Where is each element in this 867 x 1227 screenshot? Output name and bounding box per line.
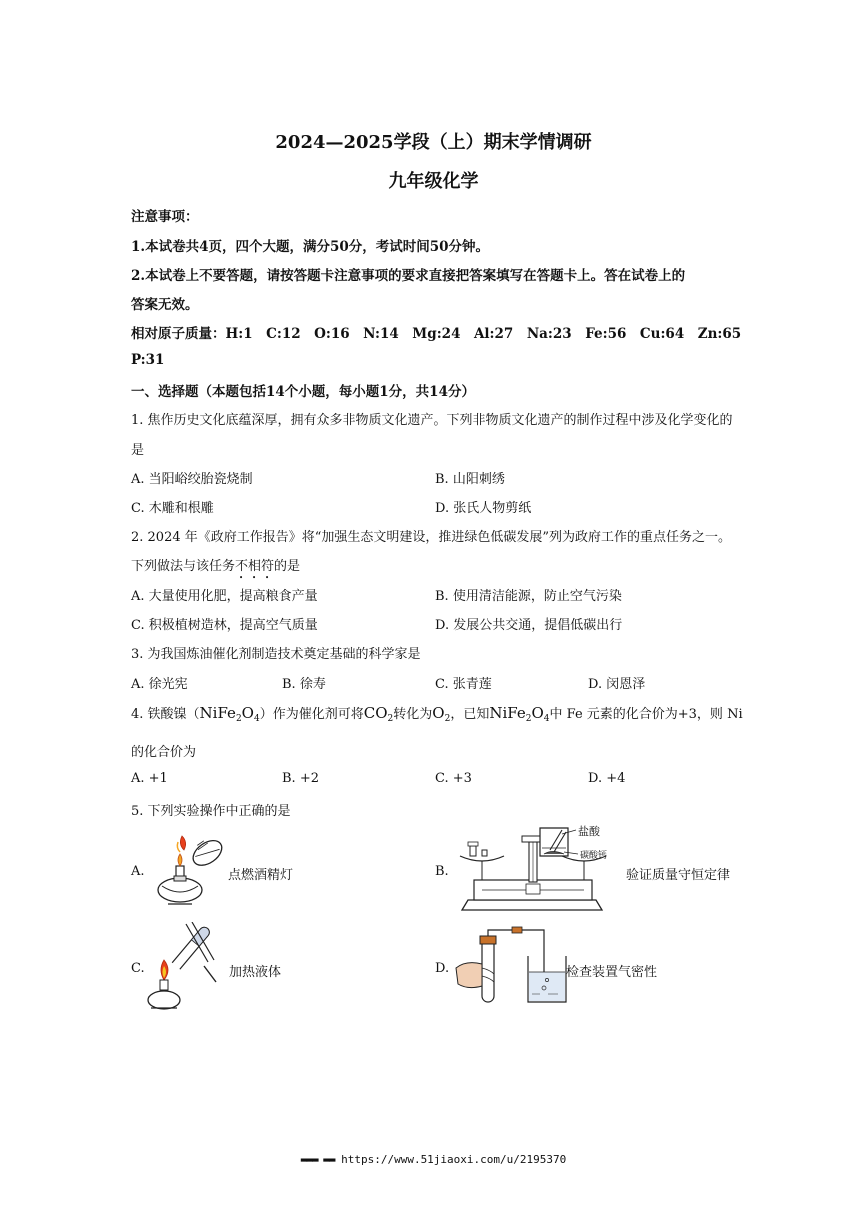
footer [0,1153,867,1166]
airtightness-check-figure [452,926,570,1008]
section-heading: 一、选择题（本题包括14个小题，每小题1分，共14分） [131,384,475,400]
atomic-masses: 相对原子质量：H:1 C:12 O:16 N:14 Mg:24 Al:27 Na:23 Fe:56 Cu:64 Zn:65 [131,326,742,342]
q3-stem: 3. 为我国炼油催化剂制造技术奠定基础的科学家是 [131,647,421,662]
q4-text-4: ，已知 [450,707,490,722]
formula-sub: 4 [253,714,260,724]
q2-option-d: D. 发展公共交通，提倡低碳出行 [435,618,623,633]
formula-part: CO [363,704,388,722]
formula-sub: 2 [235,714,242,724]
formula-co2 [364,704,394,722]
formula-o2 [432,704,450,722]
q3-option-c: C. 张青莲 [435,677,492,692]
q2-emphasis: 不相符 [235,559,275,574]
q4-option-b: B. +2 [282,771,319,786]
q3-option-b: B. 徐寿 [282,677,326,692]
q4-option-a: A. +1 [131,771,168,786]
alcohol-lamp-lighting-figure [148,828,230,912]
q1-stem: 1. 焦作历史文化底蕴深厚，拥有众多非物质文化遗产。下列非物质文化遗产的制作过程中涉及化学变化的 [131,413,733,428]
q5-d-label: 检查装置气密性 [566,965,658,980]
formula-part: O [432,704,445,722]
q3-option-d: D. 闵恩泽 [588,677,646,692]
formula-sub: 2 [444,714,451,724]
q5-a-label: 点燃酒精灯 [228,868,294,883]
q1-stem-cont: 是 [131,443,145,458]
formula-part: O [531,704,544,722]
q2-option-c: C. 积极植树造林，提高空气质量 [131,618,318,633]
notice-item-2a: 2.本试卷上不要答题，请按答题卡注意事项的要求直接把答案填写在答题卡上。答在试卷上的 [131,268,686,284]
q5-option-c: C. [131,961,145,976]
formula-nife2o4-b [489,704,549,722]
q1-option-a: A. 当阳峪绞胎瓷烧制 [131,472,253,487]
q2-stem: 2. 2024 年《政府工作报告》将“加强生态文明建设，推进绿色低碳发展”列为政府工作的重点任务之一。 [131,530,732,545]
label-hcl: 盐酸 [578,825,600,838]
formula-sub: 4 [543,714,550,724]
q4-stem-cont: 的化合价为 [131,745,197,760]
notice-heading: 注意事项： [131,209,199,225]
q5-option-a: A. [131,864,145,879]
exam-subtitle: 九年级化学 [388,171,479,192]
q5-option-d: D. [435,961,450,976]
q4-text-1: 4. 铁酸镍（ [131,707,200,722]
q5-c-label: 加热液体 [229,965,282,980]
q2-option-a: A. 大量使用化肥，提高粮食产量 [131,589,318,604]
q1-option-c: C. 木雕和根雕 [131,501,214,516]
formula-part: NiFe [199,704,236,722]
formula-sub: 2 [525,714,532,724]
q4-text-3: 转化为 [393,707,433,722]
notice-item-2b: 答案无效。 [131,297,199,313]
footer-url[interactable]: https://www.51jiaoxi.com/u/2195370 [341,1153,567,1166]
q2-stem-end: 的是 [274,559,301,574]
q5-b-label: 验证质量守恒定律 [626,868,731,883]
q1-option-d: D. 张氏人物剪纸 [435,501,532,516]
q2-option-b: B. 使用清洁能源，防止空气污染 [435,589,622,604]
notice-item-1: 1.本试卷共4页，四个大题，满分50分，考试时间50分钟。 [131,239,490,255]
q4-text-2: ）作为催化剂可将 [259,707,364,722]
balance-figure [452,826,622,918]
q4-text-5: 中 Fe 元素的化合价为+3，则 Ni [549,707,743,722]
q3-option-a: A. 徐光宪 [131,677,188,692]
q2-stem-cont [131,555,300,582]
formula-part: O [241,704,254,722]
q4-option-d: D. +4 [588,771,626,786]
formula-part: NiFe [489,704,526,722]
q1-option-b: B. 山阳刺绣 [435,472,505,487]
label-caco3: 碳酸钙 [580,851,608,861]
formula-sub: 2 [387,714,394,724]
q4-stem [131,703,743,724]
exam-title: 2024—2025学段（上）期末学情调研 [275,132,592,153]
q5-stem: 5. 下列实验操作中正确的是 [131,804,291,819]
q4-option-c: C. +3 [435,771,472,786]
footer-logo: ▬▬▬ ▬▬ [300,1153,335,1166]
formula-nife2o4 [200,704,260,722]
heating-liquid-figure [146,922,230,1016]
q2-stem-text: 下列做法与该任务 [131,559,236,574]
q5-option-b: B. [435,864,449,879]
atomic-masses-cont: P:31 [131,352,165,368]
